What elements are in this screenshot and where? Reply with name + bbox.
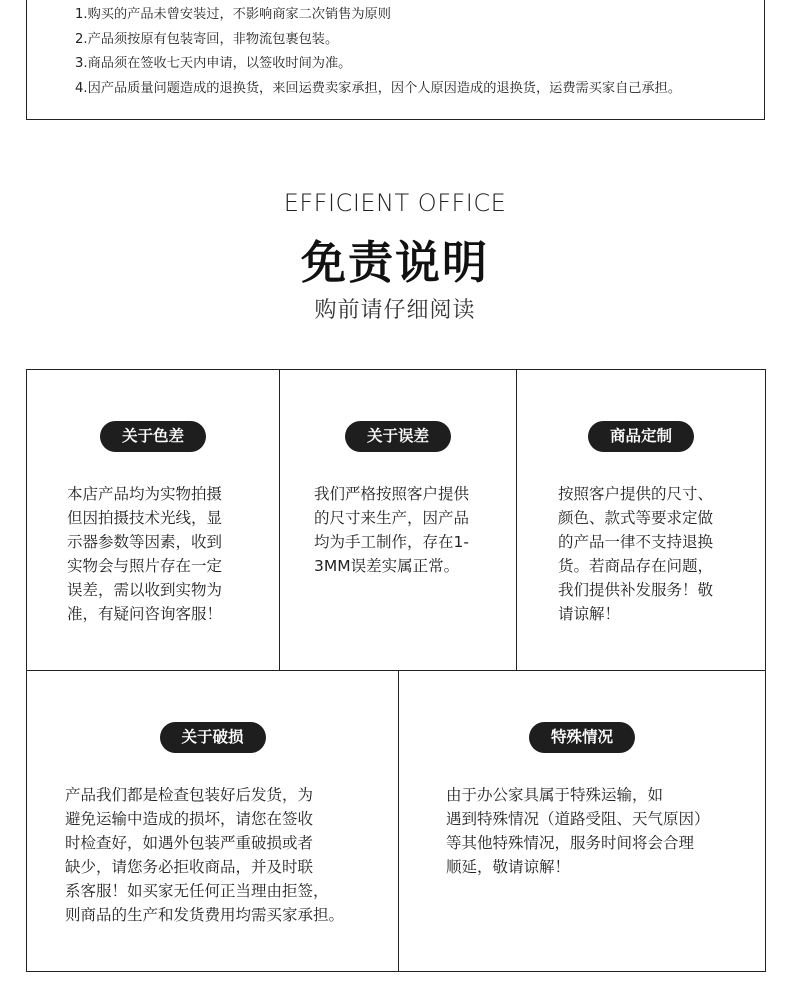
card-body: 我们严格按照客户提供 的尺寸来生产，因产品 均为手工制作，存在1- 3MM误差实属正常。 [314, 485, 470, 575]
policy-item: 2.产品须按原有包装寄回，非物流包裹包装。 [75, 32, 339, 47]
disclaimer-row-1 [26, 369, 766, 671]
return-policy-box [26, 0, 765, 120]
policy-item: 3.商品须在签收七天内申请，以签收时间为准。 [75, 56, 352, 71]
card-body: 本店产品均为实物拍摄 但因拍摄技术光线，显 示器参数等因素，收到 实物会与照片存在一定 误差，需以收到实物为 准，有疑问咨询客服！ [67, 485, 223, 623]
policy-item: 4.因产品质量问题造成的退换货，来回运费卖家承担，因个人原因造成的退换货，运费需买家自己承担。 [75, 81, 682, 96]
card-title-badge: 关于破损 [159, 722, 265, 753]
card-title-badge: 特殊情况 [529, 722, 635, 753]
disclaimer-row-2 [26, 670, 766, 972]
card-size-tolerance [279, 370, 516, 670]
card-body: 由于办公家具属于特殊运输，如 遇到特殊情况（道路受阻、天气原因） 等其他特殊情况，服务时间将会合理 顺延，敬请谅解！ [446, 786, 710, 876]
card-custom-products [516, 370, 765, 670]
card-body: 产品我们都是检查包装好后发货，为 避免运输中造成的损坏，请您在签收 时检查好，如遇外包装严重破损或者 缺少，请您务必拒收商品，并及时联 系客服！如买家无任何正当理由拒签， 则商品的生产和发货费用均需买家承担。 [65, 786, 345, 924]
card-color-difference [27, 370, 279, 670]
card-title-badge: 商品定制 [588, 421, 694, 452]
card-title-badge: 关于色差 [100, 421, 206, 452]
section-heading-title: 免责说明 [300, 236, 489, 289]
card-title-badge: 关于误差 [345, 421, 451, 452]
policy-item: 1.购买的产品未曾安装过，不影响商家二次销售为原则 [75, 7, 391, 22]
section-heading-en: EFFICIENT OFFICE [283, 189, 507, 217]
card-special-circumstances [398, 671, 765, 971]
section-heading-subtitle: 购前请仔细阅读 [314, 298, 476, 323]
card-body: 按照客户提供的尺寸、 颜色、款式等要求定做 的产品一律不支持退换 货。若商品存在问题， 我们提供补发服务！敬 请谅解！ [558, 485, 714, 623]
card-damage [27, 671, 398, 971]
